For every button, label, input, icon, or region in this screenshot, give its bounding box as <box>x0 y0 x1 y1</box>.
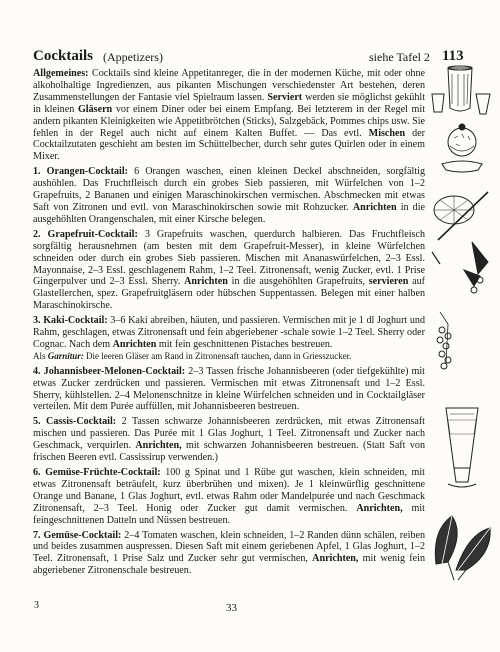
recipe-gemuese-cocktail: 7. Gemüse-Cocktail: 2–4 Tomaten waschen, klein schneiden, 1–2 Randen dünn schälen, reiben und beides zusammen auspressen. Diesen Saft mit einem geriebenen Apfel, 1 Glas Joghurt, 1–2 Teel. Zitronensaft, 1 Prise Salz und Zucker sehr gut vermischen, Anrichten, mit wenig fein abgeriebener Zitronenschale bestreuen. <box>33 529 426 577</box>
shaker-icon <box>432 66 490 114</box>
recipe-gemuese-fruechte-cocktail: 6. Gemüse-Früchte-Cocktail: 100 g Spinat und 1 Rübe gut waschen, klein schneiden, mit etwas Zitronensaft beträufelt, kurz überbrühen und mixen). Je 1 kleinwürflig geschnittene Orange und Banane, 1 Glas Joghurt, evtl. etwas Rahm oder Mandelpurée und nach Geschmack Zitronensaft, 2–3 Teel. Honig oder Zucker gut damit vermischen. Anrichten, mit feingeschnittenen Datteln und Nüssen bestreuen. <box>33 467 425 526</box>
spinach-leaves-icon <box>435 516 490 580</box>
recipe-johannisbeer-melonen-cocktail: 4. Johannisbeer-Melonen-Cocktail: 2–3 Tassen frische Johannisbeeren (oder tiefgekühlte) mit etwas Zucker zerdrücken und passieren. Vermischen mit etwas Zitronensaft und 1–2 Essl. Sherry, kühlstellen. 2–4 Melonenschnitze in kleine Würfelchen schneiden und in Cocktailgläser verteilen. Mit dem Purée auffüllen, mit Johannisbeeren bestreuen. <box>33 365 425 413</box>
illustration-column <box>428 64 494 584</box>
recipe-grapefruit-cocktail: 2. Grapefruit-Cocktail: 3 Grapefruits waschen, querdurch halbieren. Das Fruchtfleisch sorgfältig herausnehmen (am besten mit dem Grapefruit-Messer), in kleine Würfelchen schneiden oder durch ein grobes Sieb passieren. Mischen mit Ananaswürfelchen, 2–3 Essl. Mayonnaise, 2–3 Essl. geschlagenem Rahm, 1–2 Teel. Zitronensaft, wenig Zucker, evtl. 1 Prise Gingerpulver und 2–3 Essl. Sherry. Anrichten in die ausgehöhlten Grapefruits, servieren auf Glastellerchen, spez. Grapefruitgläsern oder hübschen Suppentassen. Belegen mit einer halben Maraschinokirsche. <box>33 228 425 312</box>
page-subtitle: (Appetizers) <box>103 50 163 64</box>
page-number-bottom: 33 <box>226 602 237 614</box>
intro-paragraph: Allgemeines: Cocktails sind kleine Appetitanreger, die in der modernen Küche, mit oder ohne alkoholhaltige Ingredienzen, aus pikanten Mischungen verschiedenster Art bestehen, deren Zusammenstellungen der Fantasie viel Spielraum lassen. Serviert werden sie möglichst gekühlt in kleinen Gläsern vor einem Diner oder bei einem Empfang. Bei letzterem in der Regel mit andern pikanten Kleinigkeiten wie Appetitbrötchen (Sticks), Salzgebäck, Pommes chips usw. Sie fehlen in der Regel auch nicht auf einem Kalten Buffet. — Das evtl. Mischen der Cocktailzutaten geschieht am besten im Schüttelbecher, durch sehr gutes Quirlen oder in einem Mixer. <box>33 68 426 163</box>
garnish-note: Als Garnitur: Die leeren Gläser am Rand in Zitronensaft tauchen, dann in Griesszucker. <box>33 350 352 361</box>
grapefruit-icon <box>432 192 488 293</box>
currant-cluster-icon <box>437 312 451 369</box>
page-title: Cocktails <box>33 48 93 64</box>
plate-reference: siehe Tafel 2 <box>369 50 430 64</box>
tall-glass-icon <box>446 408 478 487</box>
orange-cup-icon <box>442 124 482 172</box>
page-header <box>33 48 463 68</box>
page-number-top: 113 <box>442 48 464 64</box>
recipe-kaki-cocktail: 3. Kaki-Cocktail: 3–6 Kaki abreiben, häuten, und passieren. Vermischen mit je 1 dl Joghurt und Rahm, geschlagen, etwas Zitronensaft und fein abgeriebener -schale sowie 1–2 Teel. Sherry oder Cognac. Nach dem Anrichten mit fein geschnittenen Pistaches bestreuen. Als Garnitur: Die leeren Gläser am Rand in Zitronensaft tauchen, dann in Griesszucker. <box>33 315 425 361</box>
recipe-cassis-cocktail: 5. Cassis-Cocktail: 2 Tassen schwarze Johannisbeeren zerdrücken, mit etwas Zitronensaft mischen und passieren. Das Purée mit 1 Glas Joghurt, 1 Teel. Zitronensaft und Zucker nach Geschmack, verquirlen. Anrichten, mit schwarzen Johannisbeeren bestreuen. (Statt Saft von frischen Beeren evtl. Cassissirup verwenden.) <box>33 416 425 464</box>
recipe-orangen-cocktail: 1. Orangen-Cocktail: 6 Orangen waschen, einen kleinen Deckel abschneiden, sorgfältig aushöhlen. Das Fruchtfleisch durch ein grobes Sieb passieren, mit Würfelchen von 1–2 Grapefruits, 2 Bananen und einigen Maraschinokirschen vermischen. Abschmecken mit etwas Saft von Zitronen und evtl. von Maraschinokirschen sowie mit Rohzucker. Anrichten in die ausgehöhlten Orangenschalen, mit einer Kirsche belegen. <box>33 166 425 225</box>
footer-mark: 3 <box>34 600 39 611</box>
body-text <box>33 68 425 580</box>
